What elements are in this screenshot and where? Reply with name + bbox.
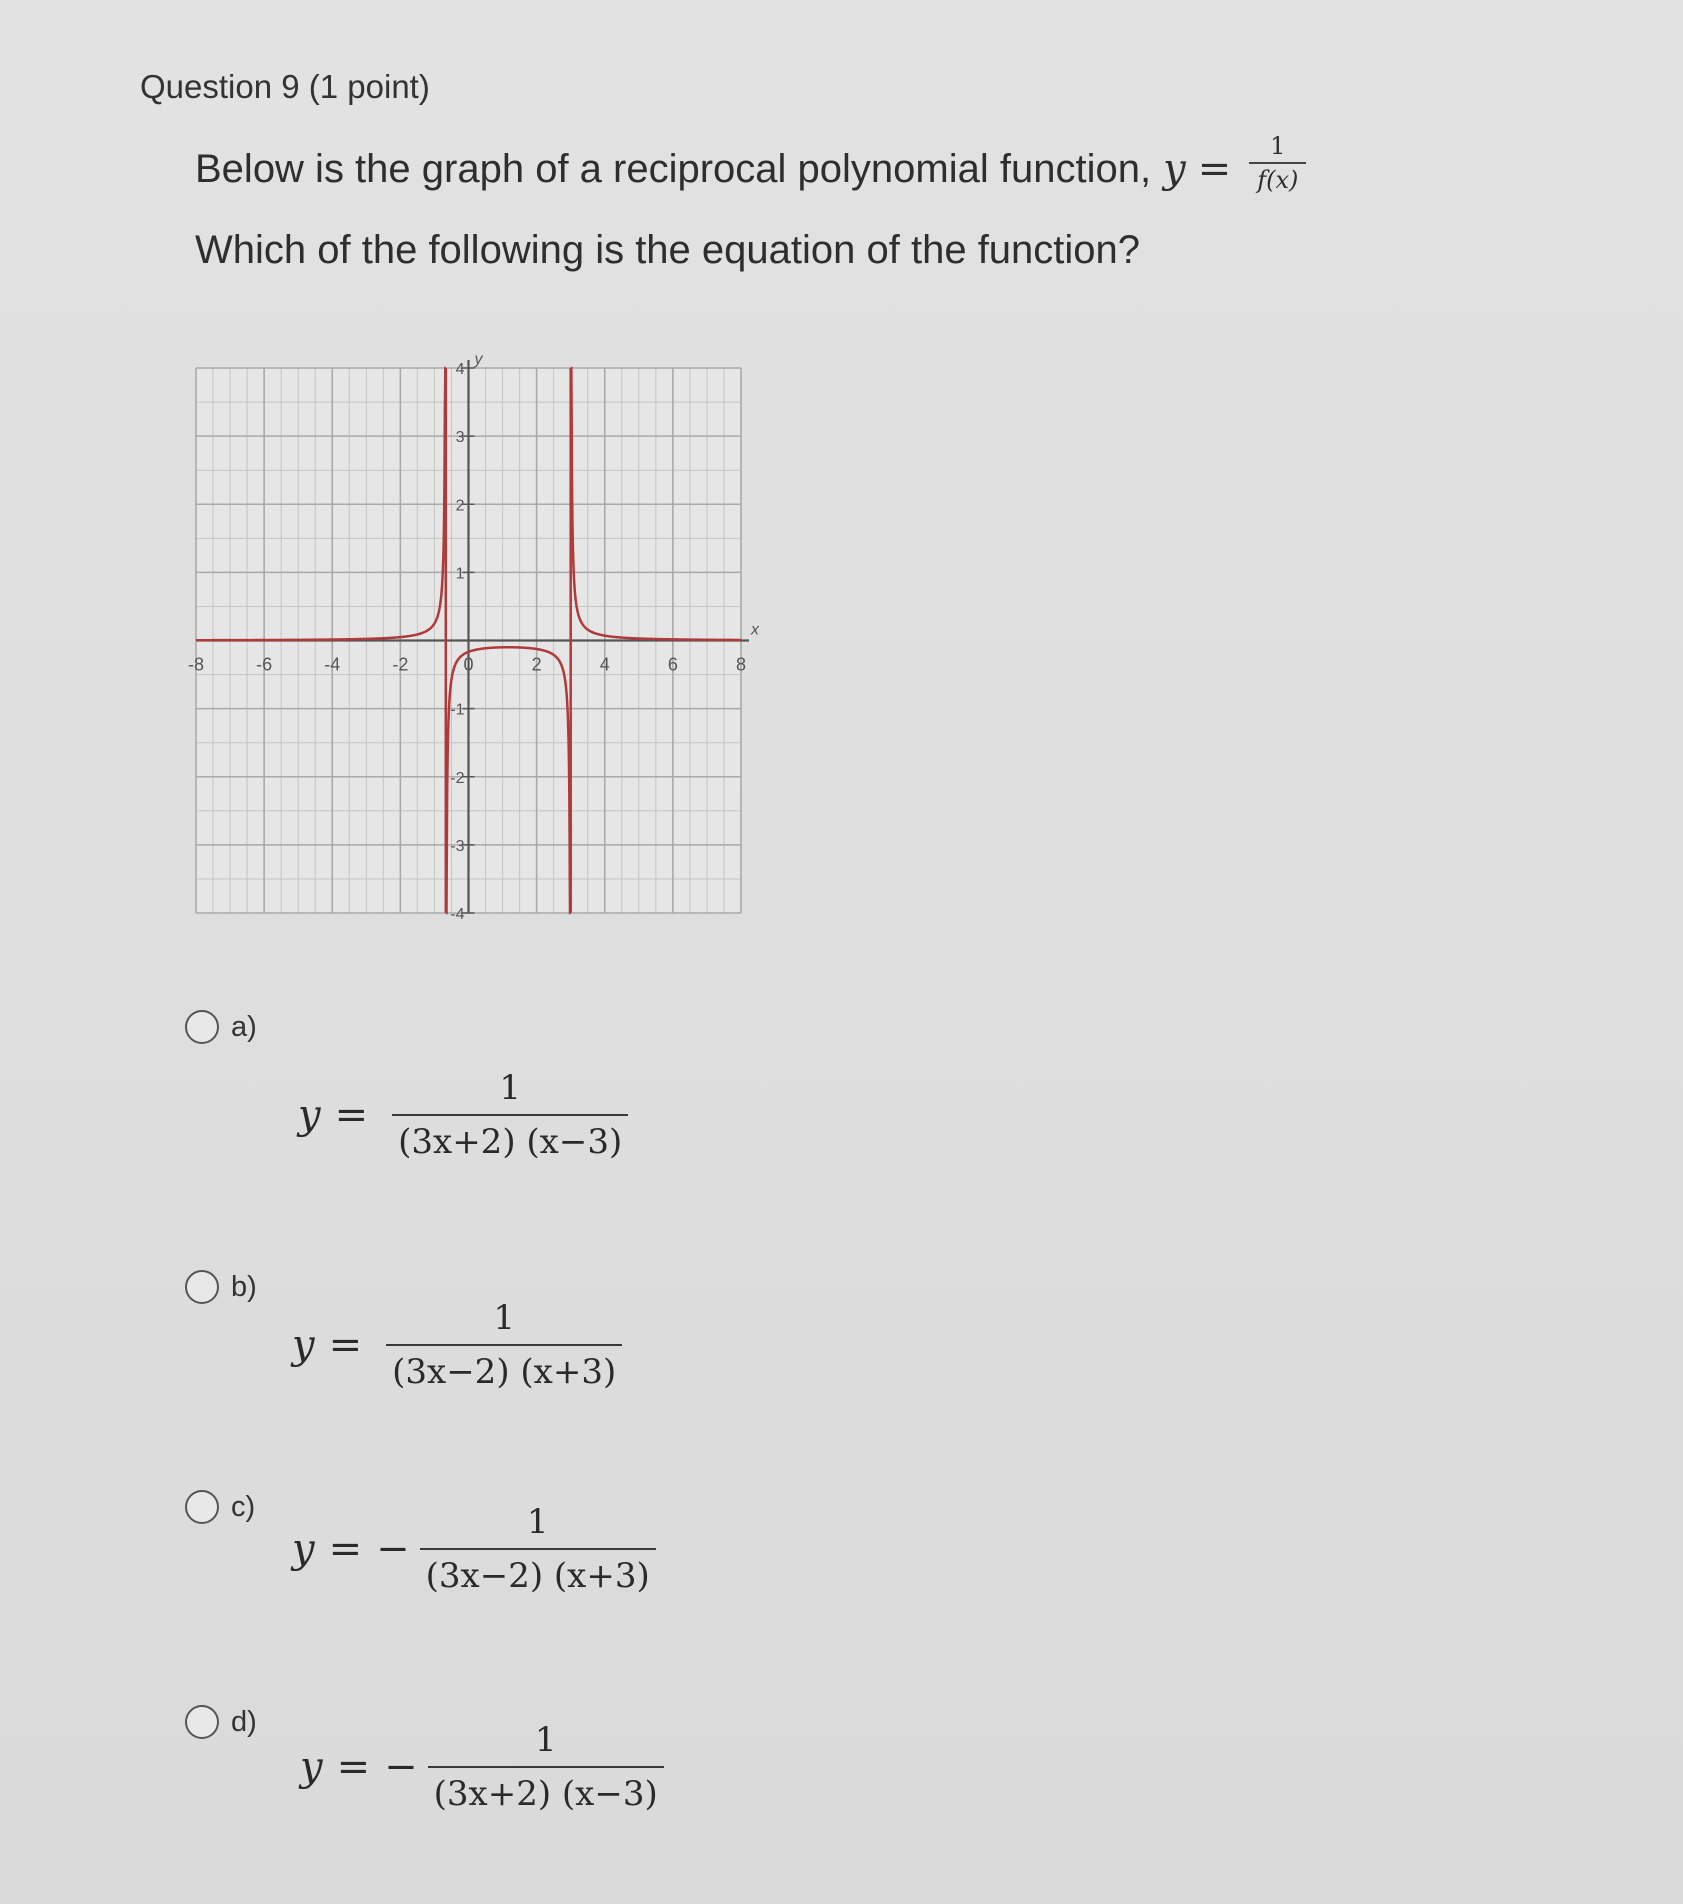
fraction-denominator: (3x−2) (x+3) [386, 1344, 622, 1392]
formula-lhs: y [292, 1526, 315, 1572]
fraction-denominator: (3x−2) (x+3) [420, 1548, 656, 1596]
x-tick-label: 6 [667, 654, 678, 675]
formula-fraction [386, 1298, 622, 1392]
radio-button-b[interactable] [185, 1270, 219, 1304]
x-tick-label: 4 [599, 654, 610, 675]
formula-lhs: y [300, 1744, 323, 1790]
option-c-letter: c) [231, 1490, 256, 1523]
y-tick-label: -1 [450, 701, 465, 719]
formula-equals: = [328, 1322, 363, 1368]
fraction-numerator: 1 [493, 1298, 515, 1338]
y-tick-label: 3 [455, 429, 465, 447]
radio-button-c[interactable] [185, 1490, 219, 1524]
prompt-fraction-denominator: f(x) [1249, 162, 1306, 192]
fraction-numerator: 1 [526, 1502, 549, 1542]
x-axis-label: x [751, 621, 759, 639]
x-tick-label: -6 [256, 654, 273, 675]
option-c-formula [292, 1502, 656, 1596]
option-a-formula [298, 1068, 628, 1162]
y-tick-label: -4 [450, 906, 465, 923]
radio-button-d[interactable] [185, 1705, 219, 1739]
option-b-letter: b) [231, 1270, 257, 1303]
formula-fraction [428, 1720, 664, 1814]
prompt-math-eq: = [1197, 146, 1232, 192]
prompt-fraction-numerator: 1 [1270, 132, 1286, 160]
option-d-letter: d) [231, 1705, 257, 1738]
question-subprompt: Which of the following is the equation of the function? [195, 228, 1141, 272]
formula-negative-sign: − [376, 1526, 410, 1572]
y-tick-label: 1 [455, 565, 465, 583]
x-tick-label: 0 [463, 654, 474, 675]
formula-fraction [420, 1502, 656, 1596]
fraction-numerator: 1 [499, 1068, 521, 1108]
function-graph [180, 350, 770, 930]
y-tick-label: 4 [455, 361, 465, 378]
option-d[interactable] [185, 1705, 257, 1739]
x-tick-label: -4 [324, 654, 341, 675]
prompt-text: Below is the graph of a reciprocal polynomial function, [195, 146, 1152, 191]
formula-equals: = [336, 1744, 371, 1790]
formula-equals: = [334, 1092, 369, 1138]
x-tick-label: -8 [187, 654, 205, 675]
question-prompt [195, 132, 1306, 198]
prompt-math-lhs: y [1163, 146, 1186, 192]
fraction-denominator: (3x+2) (x−3) [428, 1766, 664, 1814]
option-d-formula [300, 1720, 664, 1814]
fraction-numerator: 1 [534, 1720, 557, 1760]
formula-lhs: y [298, 1092, 321, 1138]
y-axis-label: y [474, 351, 483, 368]
option-b-formula [292, 1298, 622, 1392]
question-header: Question 9 (1 point) [140, 68, 430, 105]
x-tick-label: 2 [531, 654, 542, 675]
option-b[interactable] [185, 1270, 257, 1304]
option-c[interactable] [185, 1490, 255, 1524]
y-tick-label: -3 [450, 837, 465, 855]
y-tick-label: 2 [455, 497, 465, 515]
graph-svg [180, 350, 770, 930]
formula-equals: = [328, 1526, 363, 1572]
prompt-fraction [1249, 134, 1306, 192]
formula-negative-sign: − [384, 1744, 418, 1790]
option-a[interactable] [185, 1010, 257, 1044]
option-a-letter: a) [231, 1010, 257, 1043]
x-tick-label: 8 [735, 654, 747, 675]
radio-button-a[interactable] [185, 1010, 219, 1044]
x-tick-label: -2 [392, 654, 409, 675]
formula-fraction [392, 1068, 628, 1162]
formula-lhs: y [292, 1322, 315, 1368]
fraction-denominator: (3x+2) (x−3) [392, 1114, 628, 1162]
y-tick-label: -2 [450, 769, 465, 787]
